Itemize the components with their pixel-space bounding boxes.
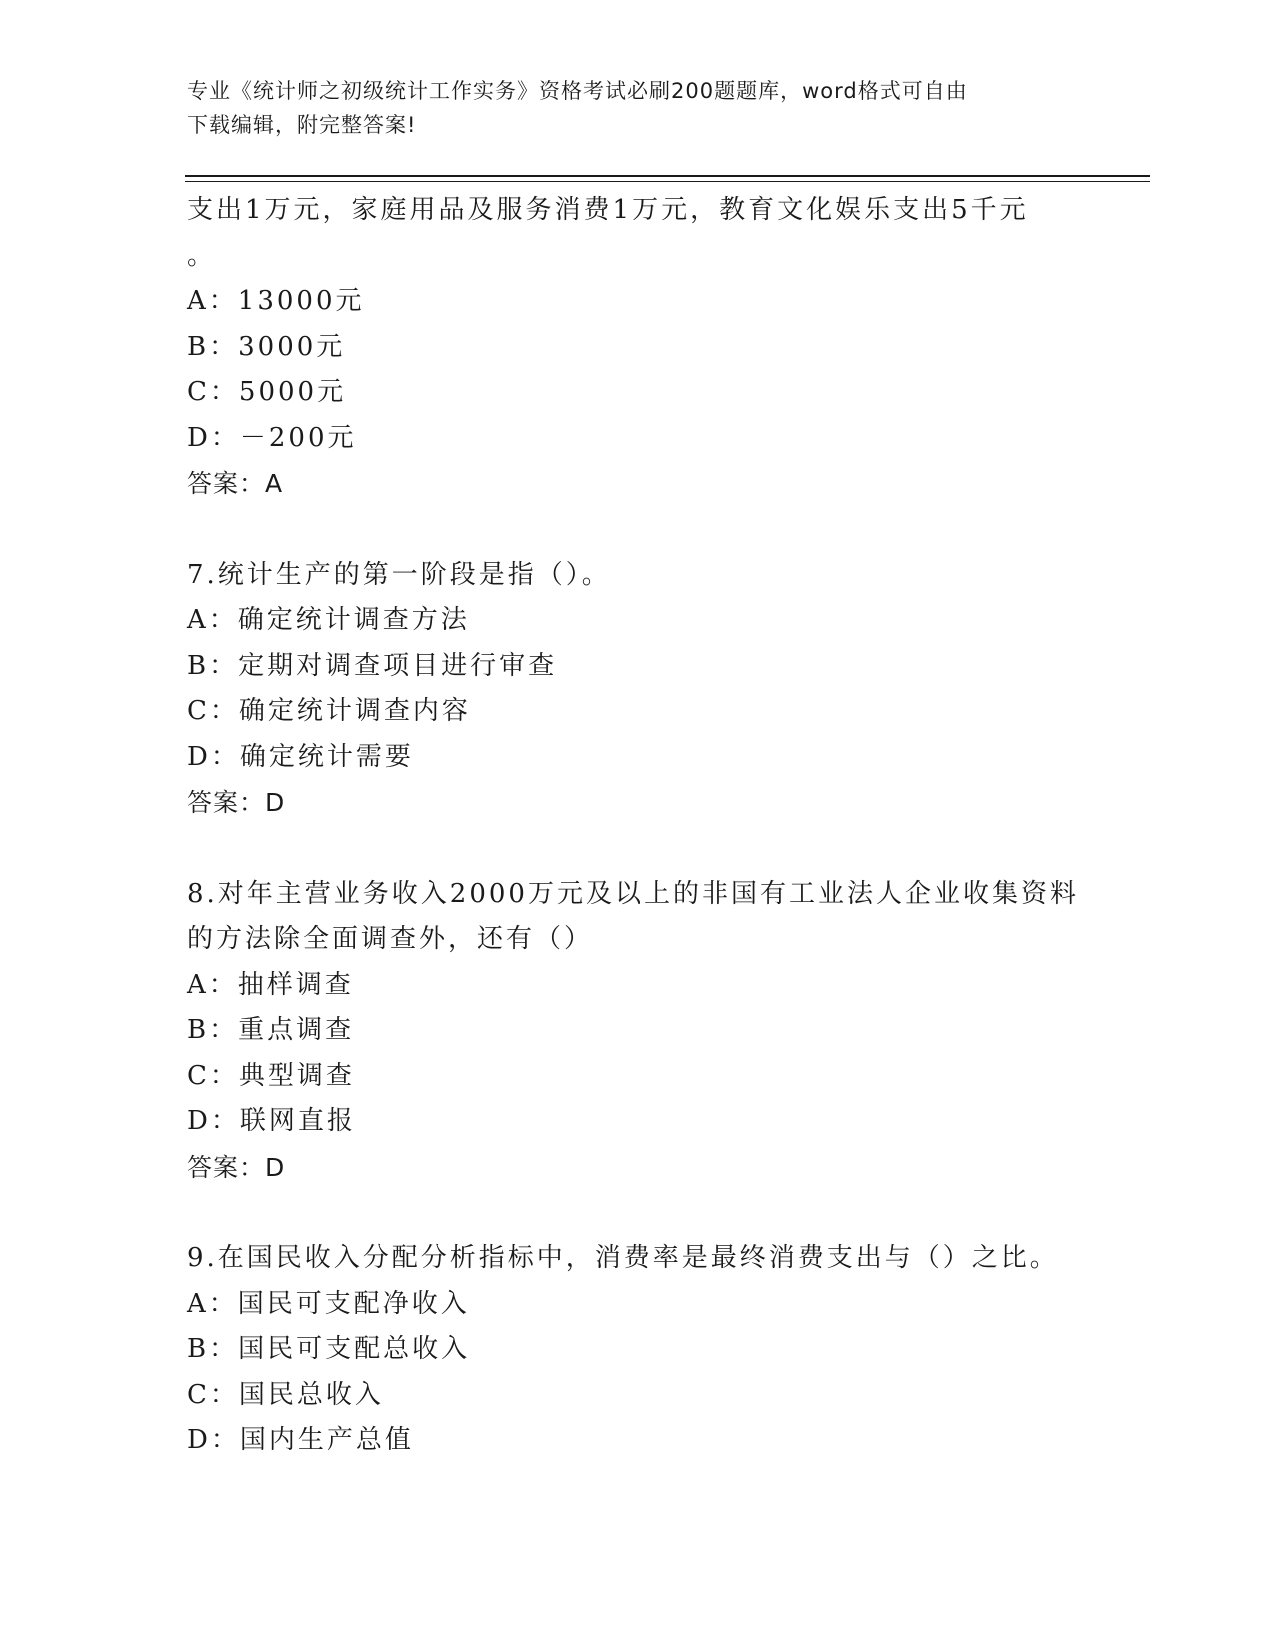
- option-key: D：: [187, 741, 240, 772]
- question-8-stem-line-1: 8.对年主营业务收入2000万元及以上的非国有工业法人企业收集资料: [187, 878, 1079, 909]
- option-key: B：: [187, 331, 239, 362]
- question-6-answer: 答案：A: [187, 469, 284, 498]
- option-key: C：: [187, 696, 239, 726]
- option-text: 确定统计调查方法: [237, 605, 470, 635]
- option-key: A：: [187, 1288, 238, 1319]
- question-9-option-a: [187, 1282, 1087, 1328]
- question-8: [187, 872, 1087, 1191]
- header-divider-thin: [185, 181, 1150, 182]
- option-text: 重点调查: [238, 1015, 355, 1045]
- header-title-line-2: 下载编辑，附完整答案!: [187, 113, 417, 137]
- option-text: 抽样调查: [237, 969, 354, 1000]
- question-9-option-c: [187, 1373, 1087, 1419]
- question-7-option-d: [187, 735, 1087, 781]
- question-7-option-b: [187, 644, 1087, 690]
- option-key: B：: [187, 1334, 239, 1364]
- question-8-option-d: [187, 1099, 1087, 1145]
- option-key: D：: [187, 1425, 240, 1455]
- question-9-option-d: [187, 1418, 1087, 1464]
- question-list: [187, 188, 1087, 1464]
- option-key: C：: [187, 1060, 239, 1091]
- option-key: A：: [187, 969, 238, 1000]
- option-text: －200元: [239, 422, 357, 453]
- option-key: A：: [187, 286, 238, 316]
- question-6-stem-continuation-1: 支出1万元，家庭用品及服务消费1万元，教育文化娱乐支出5千元: [187, 195, 1029, 225]
- option-text: 确定统计需要: [239, 741, 414, 772]
- option-key: D：: [187, 422, 240, 453]
- question-8-option-c: [187, 1054, 1087, 1100]
- option-text: 典型调查: [238, 1060, 355, 1091]
- header-title-line-1: 专业《统计师之初级统计工作实务》资格考试必刷200题题库，word格式可自由: [187, 79, 968, 103]
- question-6-option-d: [187, 416, 1087, 462]
- question-7-answer: 答案：D: [187, 788, 286, 817]
- option-text: 13000元: [237, 286, 365, 316]
- option-text: 国内生产总值: [239, 1425, 414, 1455]
- option-text: 确定统计调查内容: [238, 696, 471, 726]
- question-9: [187, 1236, 1087, 1464]
- option-text: 国民可支配净收入: [237, 1288, 470, 1319]
- option-text: 3000元: [238, 331, 346, 362]
- question-6-option-b: [187, 325, 1087, 371]
- option-key: B：: [187, 650, 239, 681]
- option-text: 定期对调查项目进行审查: [238, 650, 558, 681]
- question-7-stem: 7.统计生产的第一阶段是指（）。: [187, 559, 611, 590]
- option-key: D：: [187, 1106, 240, 1136]
- option-key: C：: [187, 377, 239, 407]
- question-6: [187, 188, 1087, 507]
- question-6-option-c: [187, 370, 1087, 416]
- option-text: 国民总收入: [238, 1379, 384, 1410]
- option-text: 联网直报: [239, 1106, 356, 1136]
- question-8-stem-line-2: 的方法除全面调查外，还有（）: [187, 924, 594, 954]
- option-text: 5000元: [238, 377, 347, 407]
- question-6-stem-continuation-2: 。: [187, 240, 217, 271]
- question-6-option-a: [187, 279, 1087, 325]
- question-9-option-b: [187, 1327, 1087, 1373]
- header-divider-thick: [185, 175, 1150, 177]
- question-gap: [187, 507, 1087, 553]
- option-text: 国民可支配总收入: [238, 1334, 471, 1364]
- question-7-option-a: [187, 598, 1087, 644]
- option-key: A：: [187, 605, 238, 635]
- question-7: [187, 553, 1087, 826]
- option-key: B：: [187, 1015, 239, 1045]
- question-7-option-c: [187, 689, 1087, 735]
- question-8-answer: 答案：D: [187, 1152, 286, 1182]
- question-gap: [187, 826, 1087, 872]
- question-8-option-b: [187, 1008, 1087, 1054]
- question-8-option-a: [187, 963, 1087, 1009]
- document-header: [187, 74, 1067, 142]
- question-gap: [187, 1190, 1087, 1236]
- option-key: C：: [187, 1379, 239, 1410]
- question-9-stem: 9.在国民收入分配分析指标中，消费率是最终消费支出与（）之比。: [187, 1243, 1059, 1273]
